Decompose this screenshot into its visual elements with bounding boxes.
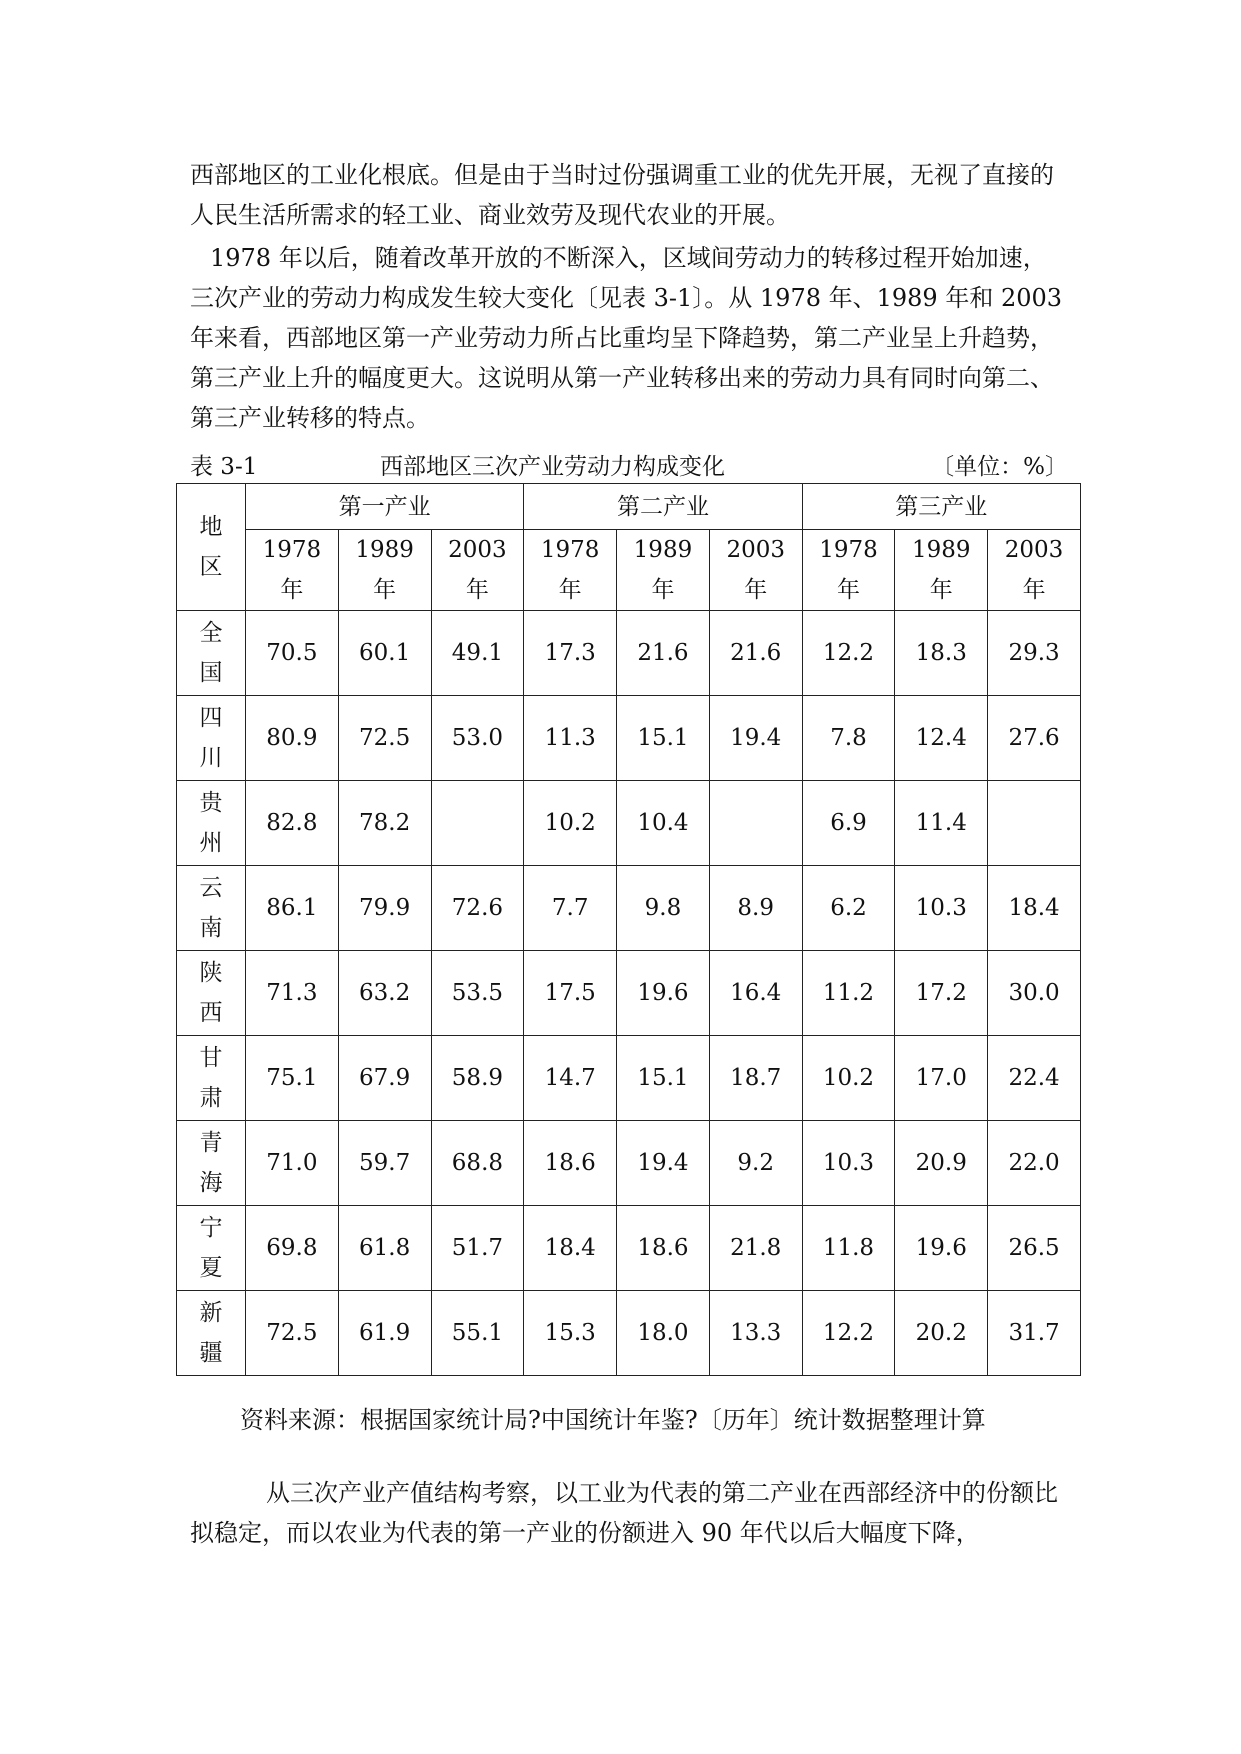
value-cell: 11.8 bbox=[802, 1206, 895, 1291]
value-cell: 21.8 bbox=[709, 1206, 802, 1291]
value-cell: 72.5 bbox=[338, 696, 431, 781]
value-cell bbox=[988, 781, 1081, 866]
value-cell: 22.0 bbox=[988, 1121, 1081, 1206]
value-cell: 16.4 bbox=[709, 951, 802, 1036]
value-cell: 63.2 bbox=[338, 951, 431, 1036]
value-cell: 68.8 bbox=[431, 1121, 524, 1206]
body-paragraph-2: 1978 年以后，随着改革开放的不断深入，区域间劳动力的转移过程开始加速，三次产业的劳动力构成发生较大变化〔见表 3-1〕。从 1978 年、1989 年和 2003 年来看，西部地区第一产业劳动力所占比重均呈下降趋势，第二产业呈上升趋势，第三产业上升的幅度更大。这说明从第一产业转移出来的劳动力具有同时向第二、第三产业转移的特点。 bbox=[190, 244, 1070, 432]
year-header-text: 2003 bbox=[1004, 537, 1064, 563]
table-row bbox=[177, 866, 1081, 951]
value-cell: 29.3 bbox=[988, 611, 1081, 696]
table-row bbox=[177, 611, 1081, 696]
value-cell: 49.1 bbox=[431, 611, 524, 696]
region-name-char: 四 bbox=[199, 705, 223, 731]
value-cell: 53.5 bbox=[431, 951, 524, 1036]
value-cell: 67.9 bbox=[338, 1036, 431, 1121]
value-cell: 6.9 bbox=[802, 781, 895, 866]
year-header-cell bbox=[895, 530, 988, 611]
body-paragraph-3: 从三次产业产值结构考察，以工业为代表的第二产业在西部经济中的份额比拟稳定，而以农业为代表的第一产业的份额进入 90 年代以后大幅度下降， bbox=[190, 1479, 1058, 1547]
year-header-text: 1978 bbox=[819, 537, 878, 563]
region-header-char: 地 bbox=[199, 514, 223, 540]
value-cell: 19.6 bbox=[617, 951, 710, 1036]
year-header-text: 2003 bbox=[448, 537, 507, 563]
region-name-char: 州 bbox=[199, 830, 223, 856]
sector-header-row bbox=[177, 484, 1081, 530]
year-header-cell bbox=[338, 530, 431, 611]
year-header-text: 年 bbox=[465, 577, 489, 603]
value-cell bbox=[709, 781, 802, 866]
year-header-cell bbox=[709, 530, 802, 611]
region-name-char: 川 bbox=[199, 745, 223, 771]
value-cell: 69.8 bbox=[246, 1206, 339, 1291]
year-header-text: 年 bbox=[558, 577, 582, 603]
value-cell: 21.6 bbox=[709, 611, 802, 696]
year-header-cell bbox=[431, 530, 524, 611]
value-cell: 12.2 bbox=[802, 1291, 895, 1376]
value-cell: 22.4 bbox=[988, 1036, 1081, 1121]
region-name-char: 海 bbox=[199, 1170, 223, 1196]
value-cell: 11.3 bbox=[524, 696, 617, 781]
sector-header-tertiary: 第三产业 bbox=[802, 484, 1080, 530]
value-cell: 8.9 bbox=[709, 866, 802, 951]
value-cell: 11.2 bbox=[802, 951, 895, 1036]
region-name-char: 云 bbox=[199, 875, 223, 901]
year-header-text: 1989 bbox=[355, 537, 414, 563]
year-header-text: 年 bbox=[836, 577, 860, 603]
table-row bbox=[177, 1121, 1081, 1206]
region-cell bbox=[177, 1036, 246, 1121]
value-cell: 18.6 bbox=[524, 1121, 617, 1206]
year-header-text: 1989 bbox=[633, 537, 693, 563]
region-name-char: 南 bbox=[199, 915, 223, 941]
region-name-char: 国 bbox=[199, 660, 223, 686]
sector-header-primary: 第一产业 bbox=[246, 484, 524, 530]
year-header-cell bbox=[246, 530, 339, 611]
year-header-text: 年 bbox=[373, 577, 397, 603]
region-cell bbox=[177, 781, 246, 866]
value-cell: 78.2 bbox=[338, 781, 431, 866]
value-cell: 71.0 bbox=[246, 1121, 339, 1206]
value-cell: 9.2 bbox=[709, 1121, 802, 1206]
table-body bbox=[177, 611, 1081, 1376]
value-cell: 55.1 bbox=[431, 1291, 524, 1376]
value-cell: 61.9 bbox=[338, 1291, 431, 1376]
value-cell: 72.6 bbox=[431, 866, 524, 951]
value-cell: 7.7 bbox=[524, 866, 617, 951]
value-cell: 31.7 bbox=[988, 1291, 1081, 1376]
value-cell: 17.2 bbox=[895, 951, 988, 1036]
value-cell: 17.5 bbox=[524, 951, 617, 1036]
value-cell: 26.5 bbox=[988, 1206, 1081, 1291]
value-cell: 19.4 bbox=[617, 1121, 710, 1206]
region-cell bbox=[177, 951, 246, 1036]
region-name-char: 陕 bbox=[199, 960, 223, 986]
value-cell: 10.4 bbox=[617, 781, 710, 866]
value-cell: 15.3 bbox=[524, 1291, 617, 1376]
value-cell: 18.4 bbox=[524, 1206, 617, 1291]
region-name-char: 全 bbox=[199, 620, 223, 646]
region-name-char: 宁 bbox=[199, 1215, 223, 1241]
value-cell: 9.8 bbox=[617, 866, 710, 951]
region-name-char: 甘 bbox=[199, 1045, 223, 1071]
value-cell: 21.6 bbox=[617, 611, 710, 696]
value-cell: 27.6 bbox=[988, 696, 1081, 781]
table-row bbox=[177, 1291, 1081, 1376]
value-cell: 51.7 bbox=[431, 1206, 524, 1291]
value-cell: 7.8 bbox=[802, 696, 895, 781]
body-paragraph-1: 西部地区的工业化根底。但是由于当时过份强调重工业的优先开展，无视了直接的人民生活所需求的轻工业、商业效劳及现代农业的开展。 bbox=[190, 161, 1054, 229]
region-name-char: 西 bbox=[199, 1000, 223, 1026]
value-cell: 17.3 bbox=[524, 611, 617, 696]
value-cell: 80.9 bbox=[246, 696, 339, 781]
table-row bbox=[177, 1036, 1081, 1121]
value-cell bbox=[431, 781, 524, 866]
value-cell: 59.7 bbox=[338, 1121, 431, 1206]
table-row bbox=[177, 951, 1081, 1036]
value-cell: 6.2 bbox=[802, 866, 895, 951]
value-cell: 18.0 bbox=[617, 1291, 710, 1376]
value-cell: 58.9 bbox=[431, 1036, 524, 1121]
region-name-char: 夏 bbox=[199, 1255, 223, 1281]
table-row bbox=[177, 1206, 1081, 1291]
region-name-char: 肃 bbox=[199, 1085, 223, 1111]
region-header bbox=[177, 484, 246, 611]
region-name-char: 新 bbox=[199, 1300, 223, 1326]
region-cell bbox=[177, 1206, 246, 1291]
value-cell: 10.3 bbox=[802, 1121, 895, 1206]
region-cell bbox=[177, 1291, 246, 1376]
value-cell: 19.6 bbox=[895, 1206, 988, 1291]
value-cell: 82.8 bbox=[246, 781, 339, 866]
year-header-row bbox=[177, 530, 1081, 611]
value-cell: 13.3 bbox=[709, 1291, 802, 1376]
region-cell bbox=[177, 1121, 246, 1206]
value-cell: 12.2 bbox=[802, 611, 895, 696]
value-cell: 30.0 bbox=[988, 951, 1081, 1036]
year-header-text: 1978 bbox=[540, 537, 600, 563]
region-cell bbox=[177, 866, 246, 951]
value-cell: 71.3 bbox=[246, 951, 339, 1036]
value-cell: 53.0 bbox=[431, 696, 524, 781]
value-cell: 18.4 bbox=[988, 866, 1081, 951]
value-cell: 17.0 bbox=[895, 1036, 988, 1121]
value-cell: 79.9 bbox=[338, 866, 431, 951]
value-cell: 10.2 bbox=[802, 1036, 895, 1121]
table-caption bbox=[190, 452, 1068, 482]
year-header-cell bbox=[802, 530, 895, 611]
value-cell: 15.1 bbox=[617, 696, 710, 781]
source-note: 资料来源：根据国家统计局?中国统计年鉴?〔历年〕统计数据整理计算 bbox=[240, 1406, 986, 1434]
year-header-text: 2003 bbox=[726, 537, 785, 563]
region-cell bbox=[177, 611, 246, 696]
year-header-text: 年 bbox=[1022, 577, 1046, 603]
value-cell: 20.2 bbox=[895, 1291, 988, 1376]
year-header-cell bbox=[617, 530, 710, 611]
value-cell: 20.9 bbox=[895, 1121, 988, 1206]
value-cell: 86.1 bbox=[246, 866, 339, 951]
year-header-cell bbox=[988, 530, 1081, 611]
labor-structure-table bbox=[176, 483, 1081, 1376]
value-cell: 14.7 bbox=[524, 1036, 617, 1121]
year-header-text: 1978 bbox=[262, 537, 322, 563]
value-cell: 75.1 bbox=[246, 1036, 339, 1121]
year-header-text: 1989 bbox=[911, 537, 971, 563]
year-header-text: 年 bbox=[280, 577, 304, 603]
region-name-char: 贵 bbox=[199, 790, 223, 816]
value-cell: 18.3 bbox=[895, 611, 988, 696]
value-cell: 18.6 bbox=[617, 1206, 710, 1291]
year-header-cell bbox=[524, 530, 617, 611]
table-row bbox=[177, 696, 1081, 781]
value-cell: 70.5 bbox=[246, 611, 339, 696]
year-header-text: 年 bbox=[929, 577, 953, 603]
value-cell: 18.7 bbox=[709, 1036, 802, 1121]
table-unit: 〔单位：%〕 bbox=[931, 454, 1068, 480]
region-header-char: 区 bbox=[199, 554, 223, 580]
year-header-text: 年 bbox=[651, 577, 675, 603]
value-cell: 19.4 bbox=[709, 696, 802, 781]
region-name-char: 疆 bbox=[199, 1340, 223, 1366]
year-header-text: 年 bbox=[744, 577, 768, 603]
table-number: 表 3-1 bbox=[190, 454, 258, 480]
table-title: 西部地区三次产业劳动力构成变化 bbox=[380, 454, 725, 480]
value-cell: 12.4 bbox=[895, 696, 988, 781]
value-cell: 10.2 bbox=[524, 781, 617, 866]
sector-header-secondary: 第二产业 bbox=[524, 484, 802, 530]
region-cell bbox=[177, 696, 246, 781]
table-row bbox=[177, 781, 1081, 866]
value-cell: 10.3 bbox=[895, 866, 988, 951]
value-cell: 15.1 bbox=[617, 1036, 710, 1121]
value-cell: 11.4 bbox=[895, 781, 988, 866]
value-cell: 72.5 bbox=[246, 1291, 339, 1376]
value-cell: 61.8 bbox=[338, 1206, 431, 1291]
region-name-char: 青 bbox=[199, 1130, 223, 1156]
value-cell: 60.1 bbox=[338, 611, 431, 696]
